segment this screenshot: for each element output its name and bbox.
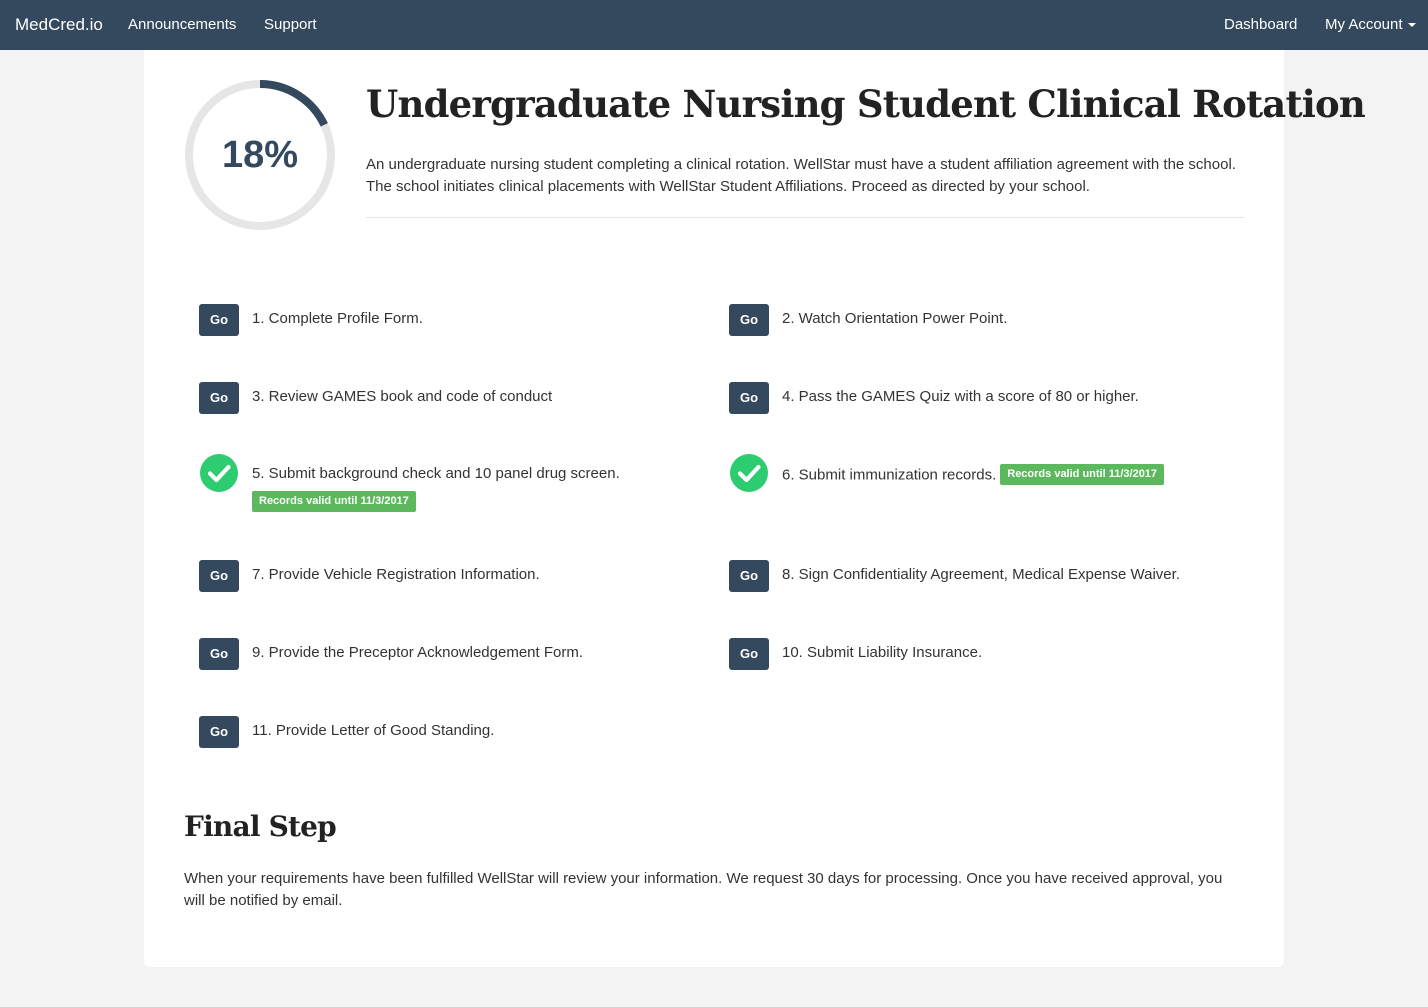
page-title: Undergraduate Nursing Student Clinical Rotation [366,82,1365,126]
go-button[interactable]: Go [729,560,769,592]
go-button[interactable]: Go [729,382,769,414]
step-label-text: 6. Submit immunization records. [782,466,997,484]
brand-link[interactable]: MedCred.io [15,15,103,34]
step-label: 7. Provide Vehicle Registration Information. [252,566,540,583]
final-step-text: When your requirements have been fulfilled WellStar will review your information. We request 30 days for processing. Once you have received approval, you will be notified by email. [184,870,1223,909]
step-label: 2. Watch Orientation Power Point. [782,310,1008,327]
go-button[interactable]: Go [199,716,239,748]
my-account-label: My Account [1325,16,1403,33]
go-button[interactable]: Go [199,304,239,336]
records-valid-badge: Records valid until 11/3/2017 [1000,464,1164,485]
step-label: 4. Pass the GAMES Quiz with a score of 80 or higher. [782,388,1139,405]
nav-dashboard[interactable]: Dashboard [1224,16,1298,33]
nav-announcements[interactable]: Announcements [128,16,237,33]
step-label: 5. Submit background check and 10 panel drug screen. [252,465,620,482]
main-card [144,50,1365,967]
go-button[interactable]: Go [199,638,239,670]
step-label [782,465,1164,486]
step-label: 9. Provide the Preceptor Acknowledgement Form. [252,644,583,661]
progress-percent: 18% [221,134,299,176]
step-label: 3. Review GAMES book and code of conduct [252,388,553,405]
nav-support[interactable]: Support [264,16,317,33]
go-button[interactable]: Go [199,560,239,592]
progress-ring [184,79,336,231]
nav-my-account[interactable] [1325,0,1416,50]
caret-down-icon [1408,23,1416,27]
step-label: 11. Provide Letter of Good Standing. [252,722,495,739]
records-valid-badge: Records valid until 11/3/2017 [252,491,416,512]
check-circle-icon [730,454,768,492]
check-circle-icon [200,454,238,492]
page-description: An undergraduate nursing student completing a clinical rotation. WellStar must have a student affiliation agreement with the school. The school initiates clinical placements with WellStar Student Affiliations. Proceed as directed by your school. [366,156,1236,195]
go-button[interactable]: Go [729,638,769,670]
top-navbar [0,0,1428,50]
final-step-title: Final Step [184,810,336,843]
go-button[interactable]: Go [199,382,239,414]
step-label: 10. Submit Liability Insurance. [782,644,983,661]
go-button[interactable]: Go [729,304,769,336]
header-divider [366,217,1244,218]
step-label: 8. Sign Confidentiality Agreement, Medical Expense Waiver. [782,566,1180,583]
step-label: 1. Complete Profile Form. [252,310,423,327]
